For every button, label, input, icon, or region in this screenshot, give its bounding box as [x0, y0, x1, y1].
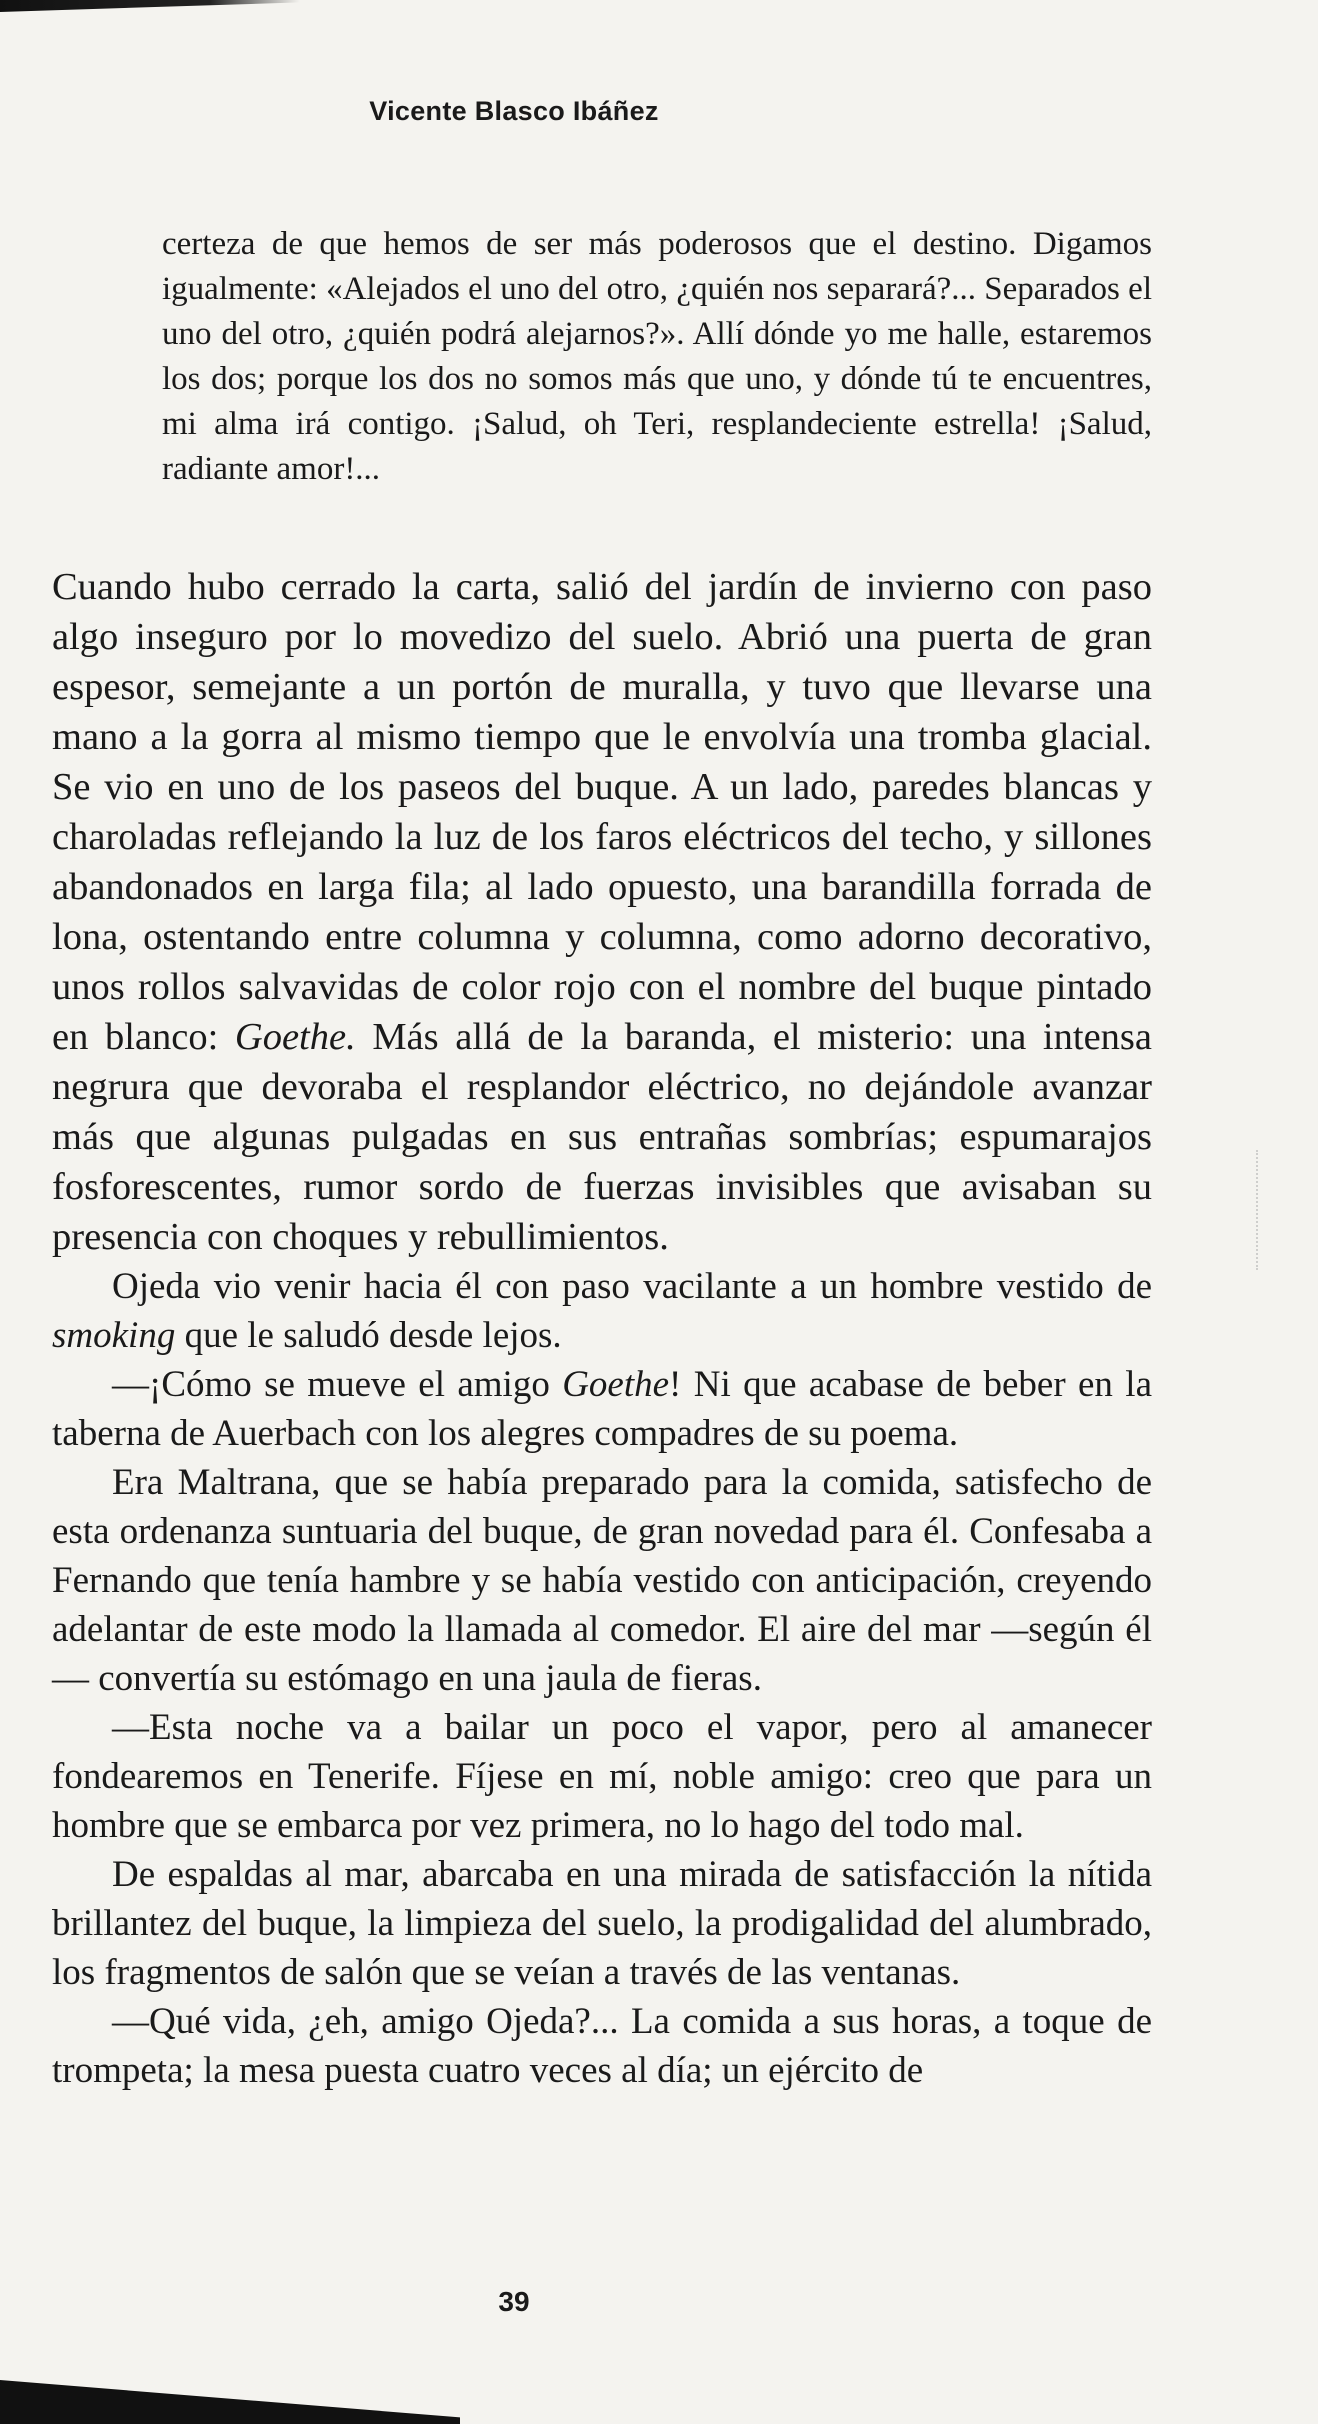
paragraph-text: Más allá de la baranda, el misterio: una intensa negrura que devoraba el resplandor eléctrico, no dejándole avanzar más que algunas pulgadas en sus entrañas sombrías; espumarajos fosforescentes, rumor sordo de fuerzas invisibles que avisaban su presencia con choques y rebullimientos. — [52, 1016, 1152, 1258]
paragraph: De espaldas al mar, abarcaba en una mirada de satisfacción la nítida brillantez del buque, la limpieza del suelo, la prodigalidad del alumbrado, los fragmentos de salón que se veían a través de las ventanas. — [52, 1854, 1152, 1993]
paragraph — [52, 1360, 1152, 1458]
paragraph-text: Ojeda vio venir hacia él con paso vacilante a un hombre vestido de — [112, 1266, 1152, 1307]
paragraph-text: Cuando hubo cerrado la carta, salió del jardín de invierno con paso algo inseguro por lo movedizo del suelo. Abrió una puerta de gran espesor, semejante a un portón de muralla, y tuvo que llevarse una mano a la gorra al mismo tiempo que le envolvía una tromba glacial. Se vio en uno de los paseos del buque. A un lado, paredes blancas y charoladas reflejando la luz de los faros eléctricos del techo, y sillones abandonados en larga fila; al lado opuesto, una barandilla forrada de lona, ostentando entre columna y columna, como adorno decorativo, unos rollos salvavidas de color rojo con el nombre del buque pintado en blanco: — [52, 566, 1152, 1058]
scan-edge-shadow — [0, 2380, 460, 2424]
paragraph — [52, 562, 1152, 1262]
paragraph-text: —¡Cómo se mueve el amigo — [112, 1364, 563, 1405]
paragraph: —Qué vida, ¿eh, amigo Ojeda?... La comida a sus horas, a toque de trompeta; la mesa puesta cuatro veces al día; un ejército de — [52, 2001, 1152, 2091]
paragraph: —Esta noche va a bailar un poco el vapor, pero al amanecer fondearemos en Tenerife. Fíjese en mí, noble amigo: creo que para un hombre que se embarca por vez primera, no lo hago del todo mal. — [52, 1707, 1152, 1846]
scan-artifact — [1256, 1150, 1268, 1270]
scan-edge-shadow — [0, 0, 300, 12]
body-text — [52, 562, 1152, 2095]
paragraph: Era Maltrana, que se había preparado para la comida, satisfecho de esta ordenanza suntuaria del buque, de gran novedad para él. Confesaba a Fernando que tenía hambre y se había vestido con anticipación, creyendo adelantar de este modo la llamada al comedor. El aire del mar —según él— convertía su estómago en una jaula de fieras. — [52, 1462, 1152, 1699]
running-header: Vicente Blasco Ibáñez — [369, 96, 659, 126]
page-number: 39 — [498, 2286, 530, 2317]
italic-term: smoking — [52, 1315, 176, 1356]
paragraph-text: que le saludó desde lejos. — [175, 1315, 562, 1356]
paragraph — [52, 1262, 1152, 1360]
italic-ship-name: Goethe — [562, 1364, 670, 1405]
letter-block: certeza de que hemos de ser más poderosos que el destino. Digamos igualmente: «Alejados el uno del otro, ¿quién nos separará?... Separados el uno del otro, ¿quién podrá alejarnos?». Allí dónde yo me halle, estaremos los dos; porque los dos no somos más que uno, y dónde tú te encuentres, mi alma irá contigo. ¡Salud, oh Teri, resplandeciente estrella! ¡Salud, radiante amor!... — [162, 226, 1152, 487]
italic-ship-name: Goethe. — [234, 1016, 356, 1058]
paragraph-text: ! Ni que acabase de beber en la taberna de Auerbach con los alegres compadres de su poema. — [52, 1364, 1152, 1454]
